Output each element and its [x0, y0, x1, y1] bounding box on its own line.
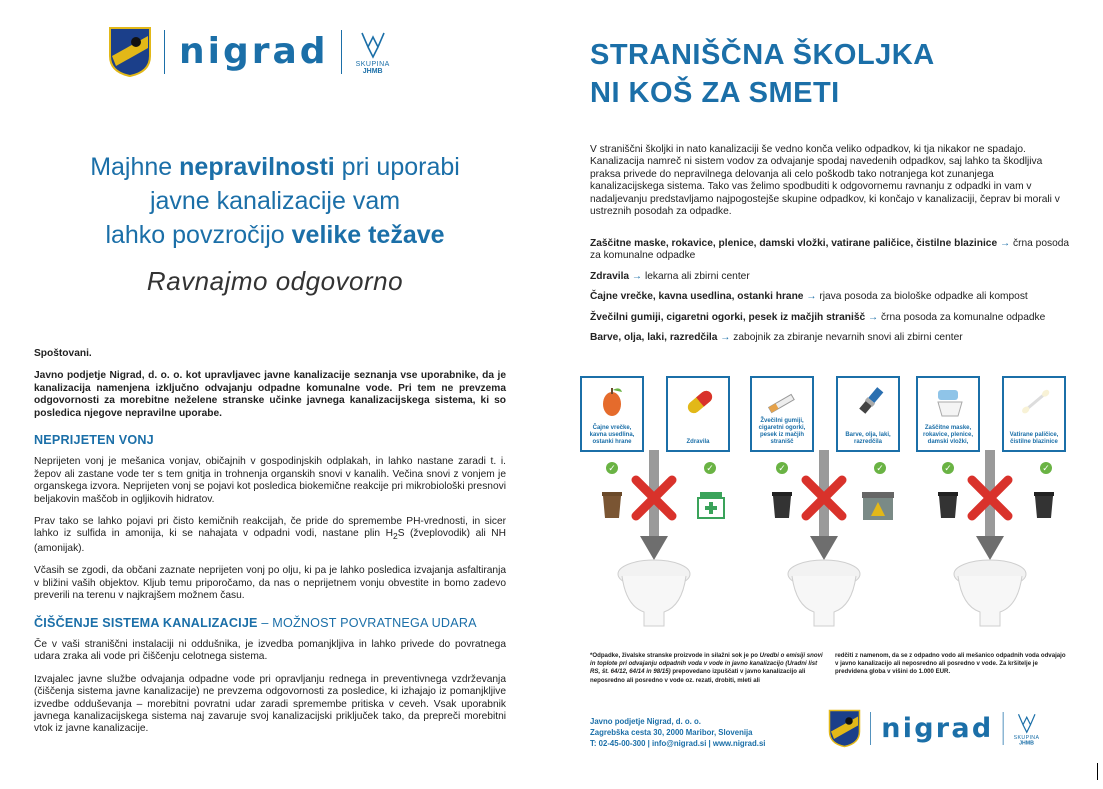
toilet-icon [616, 450, 696, 630]
coat-of-arms-icon [828, 709, 861, 748]
waste-type: Zdravila [590, 270, 630, 282]
check-icon: ✓ [704, 462, 716, 474]
footnote [590, 652, 1070, 685]
waste-card [580, 376, 644, 452]
waste-type: Zaščitne maske, rokavice, plenice, damski vložki, vatirane paličice, čistilne blazinice [590, 238, 998, 249]
jhmb-mark-icon [358, 29, 388, 59]
company-info [590, 716, 765, 749]
toilet-icon [952, 450, 1032, 630]
pill-icon [682, 384, 718, 420]
card-caption: Čajne vrečke, kavna usedlina, ostanki hrane [589, 425, 635, 445]
disposal-place: črna posoda za komunalne odpadke [881, 311, 1046, 323]
list-item [590, 312, 1070, 324]
top-logo-bar [108, 22, 390, 82]
intro-paragraph: Javno podjetje Nigrad, d. o. o. kot upravljavec javne kanalizacije seznanja vse uporabnike, da je kanalizacija namenjena izključno odvajanju odpadne komunalne vode. Pri tem ne prevzema odgovornosti za morebitne neželene stranske učinke javnega kanalizacijskega sistema, ki so posledica njegove nepravilne uporabe. [34, 370, 506, 419]
paint-brush-icon [852, 384, 888, 420]
cotton-swab-icon [1018, 384, 1054, 420]
arrow-icon: → [720, 332, 731, 344]
food-waste-icon [596, 384, 632, 420]
jhmb-text-1: SKUPINA [1013, 735, 1040, 741]
check-icon: ✓ [1040, 462, 1052, 474]
toilet-illustration [580, 370, 1070, 632]
company-name: Javno podjetje Nigrad, d. o. o. [590, 717, 701, 726]
heading-bold: ČIŠČENJE SISTEMA KANALIZACIJE [34, 615, 258, 630]
heading-light: – MOŽNOST POVRATNEGA UDARA [257, 615, 477, 630]
right-intro: V straniščni školjki in nato kanalizaciji še vedno konča veliko odpadkov, ki tja nikakor ne spadajo. Kanalizacija namreč ni sistem vodov za odvajanje spodaj navedenih odpadkov, saj lahko ta škodljiva praksa privede do nepravilnega delovanja ali celo poškodb tako notranjega kot zunanjega kanalizacijskega sistema. Tako vas želimo spodbuditi k odgovornemu ravnanju z odpadki in vam v nadaljevanju predstavljamo najpogostejše skupine odpadkov, ki končajo v kanalizaciji, čeprav bi morali v ustreznih posodah za odpadke. [590, 144, 1060, 218]
headline-text: lahko povzročijo [105, 221, 292, 249]
odor-paragraph-2 [34, 516, 506, 555]
nigrad-wordmark: nigrad [881, 712, 994, 744]
card-caption: Barve, olja, laki, razredčila [845, 432, 891, 445]
coat-of-arms-icon [108, 26, 152, 78]
headline-line-2: javne kanalizacije vam [149, 187, 401, 215]
card-caption: Zdravila [686, 439, 710, 445]
headline-text: pri uporabi [334, 153, 460, 181]
subscript: 2 [392, 531, 398, 542]
cleaning-paragraph-1: Če v vaši straniščni instalaciji ni oddušnika, je izvedba pomanjkljiva in lahko privede do povratnega udara zraka ali vode pri čiščenju celotnega sistema. [34, 638, 506, 663]
disposal-place: lekarna ali zbirni center [644, 270, 750, 282]
list-item [590, 291, 1070, 303]
jhmb-logo [356, 29, 390, 75]
company-contact: T: 02-45-00-300 | info@nigrad.si | www.nigrad.si [590, 739, 766, 748]
toilet-group-2 [750, 370, 902, 632]
arrow-icon: → [868, 311, 879, 323]
card-caption: Vatirane paličice, čistilne blazinice [1009, 432, 1059, 445]
check-icon: ✓ [776, 462, 788, 474]
check-icon: ✓ [942, 462, 954, 474]
logo-divider [341, 30, 342, 74]
logo-divider [1002, 712, 1003, 745]
section-heading-odor: NEPRIJETEN VONJ [34, 433, 154, 448]
black-bin-icon [1032, 490, 1056, 520]
jhmb-text-2: JHMB [362, 68, 383, 75]
disposal-place: rjava posoda za biološke odpadke ali kompost [819, 291, 1028, 303]
odor-text: S (žveplovodik) ali NH (amonijak). [34, 528, 506, 554]
headline-bold: velike težave [291, 221, 445, 249]
check-icon: ✓ [874, 462, 886, 474]
waste-card [1002, 376, 1066, 452]
text-cursor [1097, 763, 1098, 780]
waste-card [666, 376, 730, 452]
logo-divider [870, 712, 871, 745]
odor-paragraph-1: Neprijeten vonj je mešanica vonjav, običajnih v gospodinjskih odplakah, in lahko nastane zaradi t. i. žepov ali zastane vode ter s tem gnitja in trohnenja organskih snovi v kanalih. Večina snovi z vonjem je organskega izvora. Neprijeten vonj se pojavi kot posledica biokemične reakcije pri mikrobiološki presnovi beljakovin maščob in ogljikovih hidratov. [34, 456, 506, 505]
odor-paragraph-3: Včasih se zgodi, da občani zaznate neprijeten vonj po olju, ki pa je lahko posledica izvajanja asfaltiranja v bližini vaših objektov. Kljub temu priporočamo, da nas o neprijetnem vonju obvestite in bomo zadevo preverili na terenu v najkrajšem možnem času. [34, 565, 506, 602]
toilet-icon [786, 450, 866, 630]
headline-text: Majhne [90, 153, 180, 181]
left-body [34, 348, 506, 746]
card-caption: Žvečilni gumiji, cigaretni ogorki, pesek iz mačjih stranišč [758, 418, 806, 445]
arrow-icon: → [806, 291, 817, 303]
footnote-col-1 [590, 652, 825, 685]
right-page [552, 0, 1103, 789]
footnote-col-2: redčiti z namenom, da se z odpadno vodo ali mešanico odpadnih voda odvajajo v javno kanalizacijo ali neposredno ali posredno v vode. Za kršitelje je predvidena globa v višini do 1.000 EUR. [835, 652, 1066, 676]
title-line-2: NI KOŠ ZA SMETI [590, 77, 840, 109]
cleaning-paragraph-2: Izvajalec javne službe odvajanja odpadne vode pri opravljanju rednega in preventivnega vzdrževanja (čiščenja sistema javne kanalizacije) ne prevzema odgovornosti za posledice, ki izhajajo iz pomanjkljive izvedbe odduševanja – morebitni povratni udar zaradi spremembe pritiska v ceveh. Vsak uporabnik javnega kanalizacijskega sistema naj zavaruje svoj kanalizacijski priključek tako, da prepreči morebitni vtok iz javne kanalizacije. [34, 673, 506, 735]
nigrad-wordmark: nigrad [179, 31, 329, 72]
jhmb-text-2: JHMB [1019, 740, 1034, 746]
footnote-italic: Uredbi o emisiji snovi in toplote pri odvajanju odpadnih voda v vode in javno kanalizacijo (Uradni list RS, št. 64/12, 64/14 in 98/15) [590, 652, 823, 676]
section-heading-cleaning [34, 617, 506, 629]
mask-diaper-icon [932, 384, 968, 420]
list-item [590, 238, 1070, 263]
pharmacy-icon [696, 490, 726, 520]
greeting: Spoštovani. [34, 348, 92, 359]
waste-card [750, 376, 814, 452]
bottom-logo-bar [828, 712, 1039, 745]
footnote-text: prepovedano izpuščati v javno kanalizacijo ali neposredno ali posredno v vode oz. rezati, drobiti, mleti ali [590, 668, 806, 684]
company-address: Zagrebška cesta 30, 2000 Maribor, Slovenija [590, 728, 753, 737]
logo-divider [164, 30, 165, 74]
arrow-icon: → [999, 238, 1011, 249]
footnote-text: *Odpadke, živalske stranske proizvode in silažni sok je po [590, 652, 760, 659]
left-page [0, 0, 551, 789]
list-item [590, 271, 1070, 283]
jhmb-mark-icon [1015, 711, 1038, 734]
page-headline [30, 150, 520, 252]
disposal-place: črna posoda za komunalne odpadke [590, 238, 1070, 262]
right-title [590, 36, 935, 112]
tagline: Ravnajmo odgovorno [146, 266, 404, 296]
toilet-group-3 [916, 370, 1068, 632]
waste-card [836, 376, 900, 452]
card-caption: Zaščitne maske, rokavice, plenice, damski vložki, [922, 425, 974, 445]
check-icon: ✓ [606, 462, 618, 474]
toilet-group-1 [580, 370, 732, 632]
cigarette-icon [766, 384, 802, 420]
waste-type: Žvečilni gumiji, cigaretni ogorki, pesek iz mačjih stranišč [590, 311, 866, 323]
jhmb-logo [1014, 711, 1040, 746]
waste-type: Čajne vrečke, kavna usedlina, ostanki hrane [590, 291, 804, 303]
jhmb-text-1: SKUPINA [355, 61, 390, 68]
waste-list [590, 238, 1070, 352]
headline-bold: nepravilnosti [179, 153, 335, 181]
arrow-icon: → [631, 270, 643, 282]
odor-text: Prav tako se lahko pojavi pri čisto kemičnih reakcijah, če pride do spremembe PH-vrednosti, in sicer lahko iz sulfida in amonija, ki se nahajata v odpadni vodi, nastane plin H [34, 516, 506, 540]
waste-type: Barve, olja, laki, razredčila [590, 332, 718, 344]
list-item [590, 332, 1070, 344]
waste-card [916, 376, 980, 452]
disposal-place: zabojnik za zbiranje nevarnih snovi ali zbirni center [733, 332, 963, 344]
title-line-1: STRANIŠČNA ŠKOLJKA [590, 39, 935, 71]
